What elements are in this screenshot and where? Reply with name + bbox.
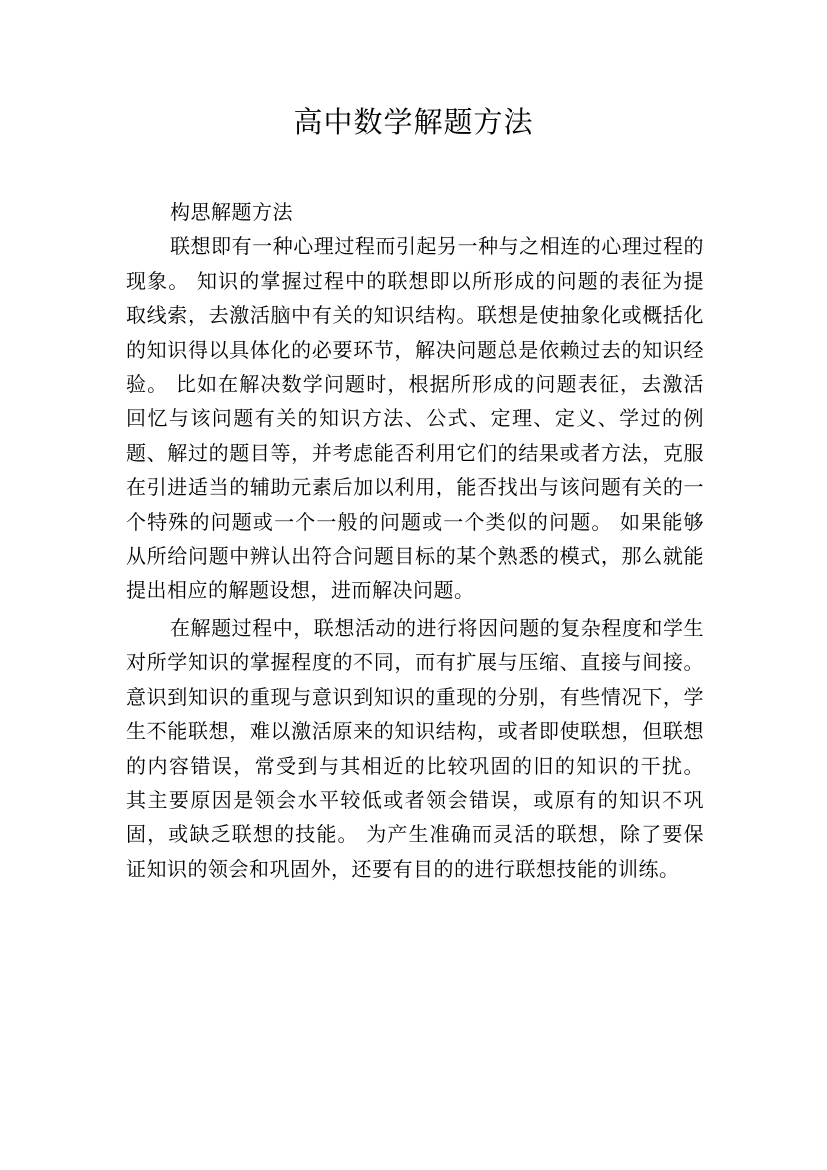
paragraph-2: 在解题过程中，联想活动的进行将因问题的复杂程度和学生对所学知识的掌握程度的不同，而有扩展与压缩、直接与间接。意识到知识的重现与意识到知识的重现的分别，有些情况下，学生不能联想，难以激活原来的知识结构，或者即使联想，但联想的内容错误，常受到与其相近的比较巩固的旧的知识的干扰。 其主要原因是领会水平较低或者领会错误，或原有的知识不巩固，或缺乏联想的技能。 为产生准确而灵活的联想，除了要保证知识的领会和巩固外，还要有目的的进行联想技能的训练。: [126, 615, 704, 881]
paragraph-1: 联想即有一种心理过程而引起另一种与之相连的心理过程的现象。 知识的掌握过程中的联想即以所形成的问题的表征为提取线索，去激活脑中有关的知识结构。联想是使抽象化或概括化的知识得以具体化的必要环节，解决问题总是依赖过去的知识经验。 比如在解决数学问题时，根据所形成的问题表征，去激活回忆与该问题有关的知识方法、公式、定理、定义、学过的例题、解过的题目等，并考虑能否利用它们的结果或者方法，克服在引进适当的辅助元素后加以利用，能否找出与该问题有关的一个特殊的问题或一个一般的问题或一个类似的问题。 如果能够从所给问题中辨认出符合问题目标的某个熟悉的模式，那么就能提出相应的解题设想，进而解决问题。: [126, 234, 704, 603]
document-body: [126, 195, 704, 889]
section-heading: 构思解题方法: [170, 200, 293, 224]
document-title: 高中数学解题方法: [293, 105, 534, 139]
